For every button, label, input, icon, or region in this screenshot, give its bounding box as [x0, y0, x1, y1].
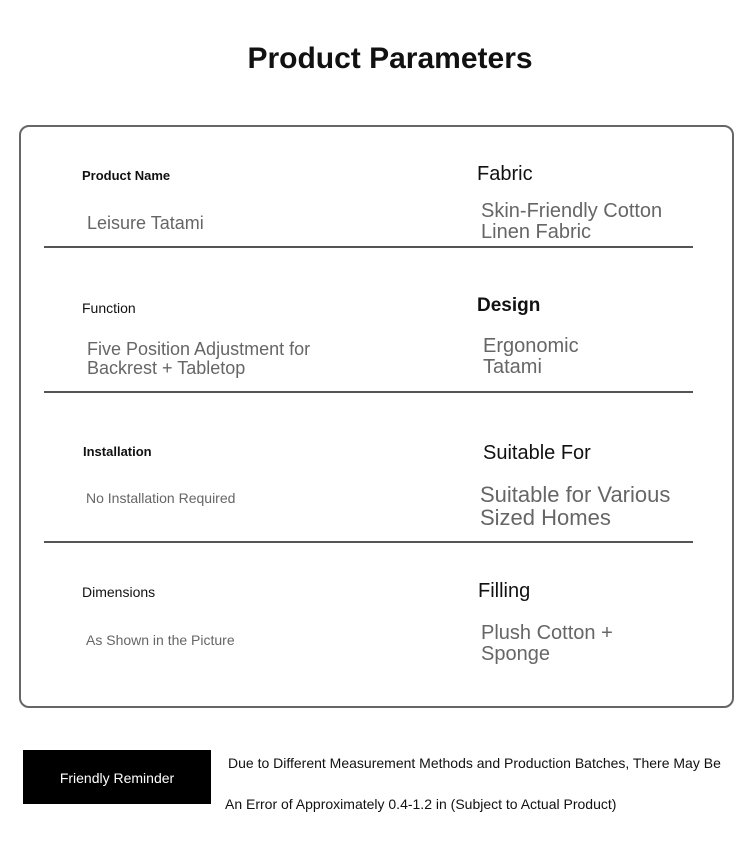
suitable-for-label: Suitable For: [483, 442, 591, 464]
row-divider: [44, 391, 693, 393]
design-label: Design: [477, 295, 541, 316]
page-title: Product Parameters: [247, 42, 533, 75]
installation-value: No Installation Required: [86, 490, 236, 506]
reminder-note-line-2: An Error of Approximately 0.4-1.2 in (Subject to Actual Product): [225, 796, 617, 812]
function-label: Function: [82, 300, 136, 316]
suitable-for-value: Suitable for Various Sized Homes: [480, 482, 671, 531]
filling-value: Plush Cotton + Sponge: [481, 622, 613, 665]
product-name-label: Product Name: [82, 168, 171, 183]
friendly-reminder-badge: [23, 750, 211, 804]
reminder-note-line-1: Due to Different Measurement Methods and Production Batches, There May Be: [228, 755, 721, 771]
installation-label: Installation: [83, 444, 152, 459]
design-value: Ergonomic Tatami: [483, 335, 579, 378]
product-name-value: Leisure Tatami: [87, 213, 204, 233]
row-divider: [44, 541, 693, 543]
function-value: Five Position Adjustment for Backrest + Tabletop: [87, 339, 311, 378]
fabric-value: Skin-Friendly Cotton Linen Fabric: [481, 200, 663, 243]
friendly-reminder-label: Friendly Reminder: [59, 770, 175, 786]
filling-label: Filling: [478, 580, 531, 602]
dimensions-label: Dimensions: [82, 584, 156, 600]
dimensions-value: As Shown in the Picture: [86, 632, 235, 648]
fabric-label: Fabric: [477, 163, 533, 185]
row-divider: [44, 246, 693, 248]
